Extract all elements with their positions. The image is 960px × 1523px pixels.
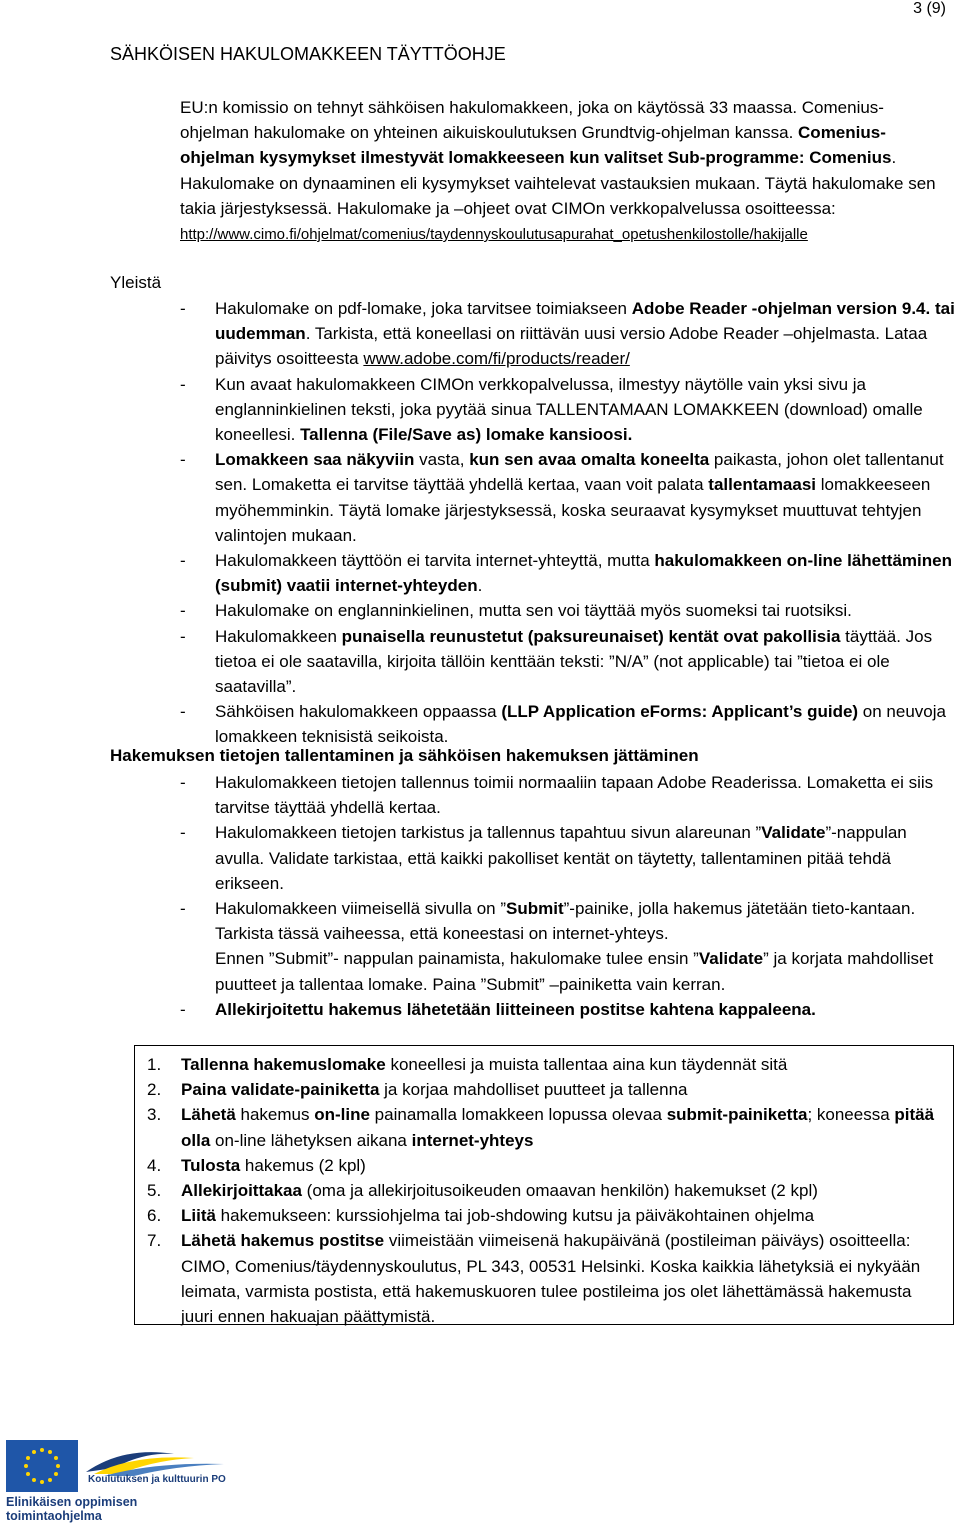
list-item: - Lomakkeen saa näkyviin vasta, kun sen avaa omalta koneelta paikasta, johon olet tallentanut sen. Lomaketta ei tarvitse täyttää yhdellä kertaa, vaan voit palata tallentamaasi lomakkeeseen myöhemminkin. Täytä lomake järjestyksessä, koska seuraavat kysymykset muuttuvat tehtyjen valintojen mukaan. [180, 450, 944, 545]
step-item: 1. Tallenna hakemuslomake koneellesi ja muista tallentaa aina kun täydennät sitä [147, 1055, 788, 1074]
hakemus-list [180, 770, 955, 1022]
cimo-link[interactable]: http://www.cimo.fi/ohjelmat/comenius/taydennyskoulutusapurahat_opetushenkilostolle/hakijalle [180, 226, 808, 244]
section-heading-hakemus: Hakemuksen tietojen tallentaminen ja sähköisen hakemuksen jättäminen [110, 746, 699, 765]
intro-text-2: . Hakulomake on dynaaminen eli kysymykset vaihtelevat vastauksien mukaan. Täytä hakulomake sen takia järjestyksessä. Hakulomake ja –ohjeet ovat CIMOn verkkopalvelussa osoitteessa: [180, 148, 936, 218]
list-item: - Hakulomakkeen tietojen tallennus toimii normaaliin tapaan Adobe Readerissa. Lomaketta ei siis tarvitse täyttää yhdellä kertaa. [180, 773, 934, 818]
list-item: - Hakulomakkeen tietojen tarkistus ja tallennus tapahtuu sivun alareunan ”Validate”-nappulan avulla. Validate tarkistaa, että kaikki pakolliset kentät on täytetty, tallentaminen pitää tehdä erikseen. [180, 823, 907, 893]
intro-bold: Comenius-ohjelman kysymykset ilmestyvät lomakkeeseen kun valitset Sub-programme: Comenius [180, 123, 892, 168]
program-name: Elinikäisen oppimisen toimintaohjelma [6, 1495, 138, 1523]
step-item: 7. Lähetä hakemus postitse viimeistään viimeisenä hakupäivänä (postileiman päiväys) osoitteella: CIMO, Comenius/täydennyskoulutus, PL 343, 00531 Helsinki. Koska kaikkia lähetyksiä ei nykyään leimata, varmista postista, että hakemuskuoren tulee postileima jos olet lähettämässä hakemusta juuri ennen hakuajan päättymistä. [147, 1231, 921, 1327]
adobe-link[interactable]: www.adobe.com/fi/products/reader/ [363, 349, 630, 369]
steps-list [147, 1052, 947, 1329]
step-item: 4. Tulosta hakemus (2 kpl) [147, 1155, 366, 1175]
step-item: 6. Liitä hakemukseen: kurssiohjelma tai job-shdowing kutsu ja päiväkohtainen ohjelma [147, 1206, 815, 1226]
logo-caption: Koulutuksen ja kulttuurin PO [88, 1474, 226, 1485]
steps-box [134, 1045, 954, 1325]
list-item: - Allekirjoitettu hakemus lähetetään liitteineen postitse kahtena kappaleena. [180, 999, 816, 1019]
document-title: SÄHKÖISEN HAKULOMAKKEEN TÄYTTÖOHJE [110, 44, 506, 64]
list-item: - Hakulomakkeen punaisella reunustetut (paksureunaiset) kentät ovat pakollisia täyttää. Jos tietoa ei ole saatavilla, kirjoita tällöin kenttään teksti: ”N/A” (not applicable) tai ”tietoa ei ole saatavilla”. [180, 626, 933, 697]
list-item: - Hakulomake on pdf-lomake, joka tarvitsee toimiakseen Adobe Reader -ohjelman version 9.4. tai uudemman. Tarkista, että koneellasi on riittävän uusi versio Adobe Reader –ohjelmasta. Lataa päivitys osoitteesta www.adobe.com/fi/products/reader/ [180, 299, 955, 369]
section-label-yleista: Yleistä [110, 273, 162, 292]
intro-text-1: EU:n komissio on tehnyt sähköisen hakulomakkeen, joka on käytössä 33 maassa. Comenius-ohjelman hakulomake on yhteinen aikuiskoulutuksen Grundtvig-ohjelman kanssa. [180, 98, 884, 143]
list-item: - Sähköisen hakulomakkeen oppaassa (LLP Application eForms: Applicant’s guide) on neuvoja lomakkeen teknisistä seikoista. [180, 702, 946, 747]
list-item: - Hakulomakkeen viimeisellä sivulla on ”Submit”-painike, jolla hakemus jätetään tieto-kantaan. Tarkista tässä vaiheessa, että koneestasi on internet-yhteys. Ennen ”Submit”- nappulan painamista, hakulomake tulee ensin ”Validate” ja korjata mahdolliset puutteet ja tallentaa lomake. Paina ”Submit” –painiketta vain kerran. [180, 899, 934, 994]
step-item: 3. Lähetä hakemus on-line painamalla lomakkeen lopussa olevaa submit-painiketta; koneessa pitää olla on-line lähetyksen aikana internet-yhteys [147, 1105, 935, 1150]
eu-flag-icon [6, 1440, 78, 1492]
intro-paragraph [180, 95, 940, 247]
list-item: - Kun avaat hakulomakkeen CIMOn verkkopalvelussa, ilmestyy näytölle vain yksi sivu ja englanninkielinen teksti, joka pyytää sinua TALLENTAMAAN LOMAKKEEN (download) omalle koneellesi. Tallenna (File/Save as) lomake kansioosi. [180, 374, 923, 445]
footer-logo [6, 1440, 236, 1523]
step-item: 2. Paina validate-painiketta ja korjaa mahdolliset puutteet ja tallenna [147, 1080, 688, 1100]
step-item: 5. Allekirjoittakaa (oma ja allekirjoitusoikeuden omaavan henkilön) hakemukset (2 kpl) [147, 1181, 818, 1201]
page-number: 3 (9) [913, 0, 946, 17]
list-item: - Hakulomakkeen täyttöön ei tarvita internet-yhteyttä, mutta hakulomakkeen on-line lähettäminen (submit) vaatii internet-yhteyden. [180, 551, 952, 596]
yleista-list [180, 296, 955, 750]
list-item: - Hakulomake on englanninkielinen, mutta sen voi täyttää myös suomeksi tai ruotsiksi. [180, 601, 852, 621]
